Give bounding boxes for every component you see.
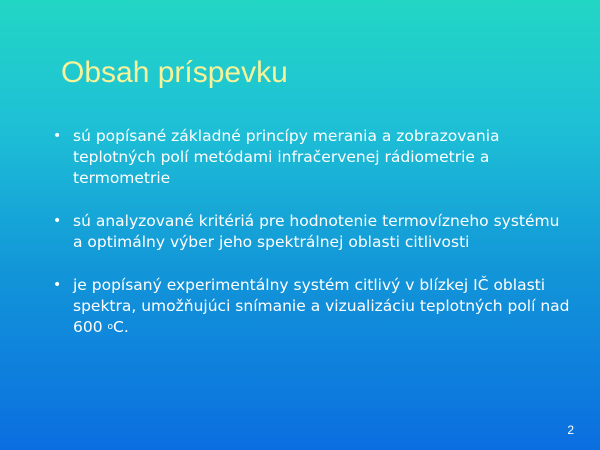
degree-symbol: o (107, 322, 114, 332)
bullet-list (53, 126, 573, 360)
slide-title: Obsah príspevku (61, 56, 288, 89)
bullet-text (73, 275, 573, 338)
bullet-item (53, 211, 573, 253)
bullet-text-main: je popísaný experimentálny systém citlivý v blízkej IČ oblasti spektra, umožňujúci snímanie a vizualizáciu teplotných polí nad 600 (73, 276, 570, 336)
page-number: 2 (567, 423, 574, 437)
bullet-dot-icon: • (53, 213, 62, 229)
bullet-text: sú analyzované kritériá pre hodnotenie termovízneho systému a optimálny výber jeho spektrálnej oblasti citlivosti (73, 212, 560, 251)
bullet-text: sú popísané základné princípy merania a zobrazovania teplotných polí metódami infračervenej rádiometrie a termometrie (73, 127, 500, 187)
bullet-item (53, 275, 573, 338)
bullet-dot-icon: • (53, 277, 62, 293)
bullet-text-unit: C. (113, 318, 129, 336)
bullet-item (53, 126, 573, 189)
bullet-dot-icon: • (53, 128, 62, 144)
